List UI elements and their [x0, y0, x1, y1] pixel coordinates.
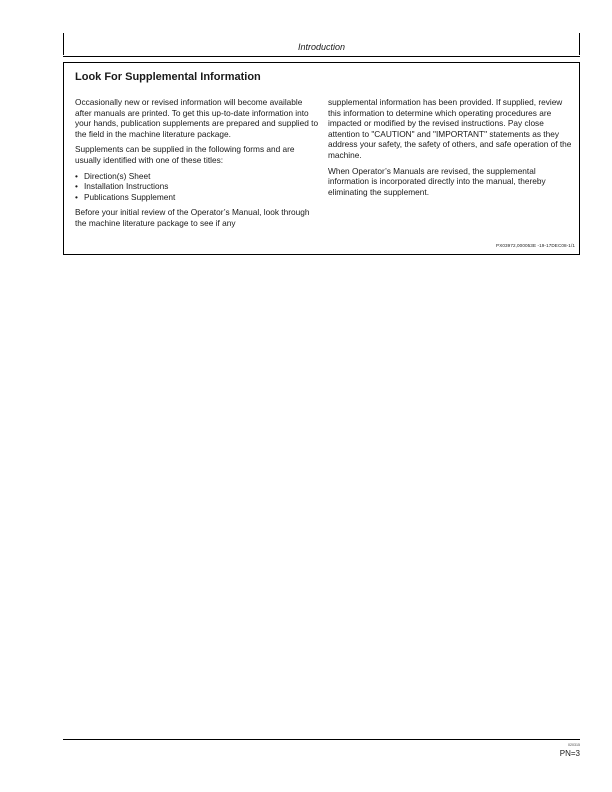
- list-item: • Publications Supplement: [75, 192, 319, 203]
- page-header-title: Introduction: [297, 42, 346, 52]
- page-number: PN=3: [559, 749, 580, 758]
- left-paragraph-3: Before your initial review of the Operator’s Manual, look through the machine literature package to see if any: [75, 207, 310, 228]
- right-column: [328, 97, 572, 202]
- supplement-title-list: [75, 171, 319, 203]
- right-paragraph-2: When Operator’s Manuals are revised, the supplemental information is incorporated directly into the manual, thereby eliminating the supplement.: [328, 165, 546, 197]
- left-paragraph-2: Supplements can be supplied in the following forms and are usually identified with one of these titles:: [75, 144, 295, 165]
- reference-code: PX03972,000053E -19-17DEC08-1/1: [496, 243, 575, 248]
- list-item: • Direction(s) Sheet: [75, 171, 319, 182]
- supplemental-info-section: [63, 62, 580, 255]
- section-title: Look For Supplemental Information: [75, 71, 261, 83]
- left-column: [75, 97, 319, 234]
- footer-divider: [63, 739, 580, 740]
- header-divider: [63, 56, 580, 57]
- right-paragraph-1: supplemental information has been provided. If supplied, review this information to determine which operating procedures are impacted or modified by the revised instructions. Pay close attention to "CAUTION" and "IMPORTANT" statements as they address your safety, the safety of others, and safe operation of the machine.: [328, 97, 572, 160]
- list-item: • Installation Instructions: [75, 181, 319, 192]
- footer-code: 020315: [568, 743, 580, 747]
- left-paragraph-1: Occasionally new or revised information will become available after manuals are printed. To get this up-to-date information into your hands, publication supplements are prepared and supplied to the field in the machine literature package.: [75, 97, 319, 139]
